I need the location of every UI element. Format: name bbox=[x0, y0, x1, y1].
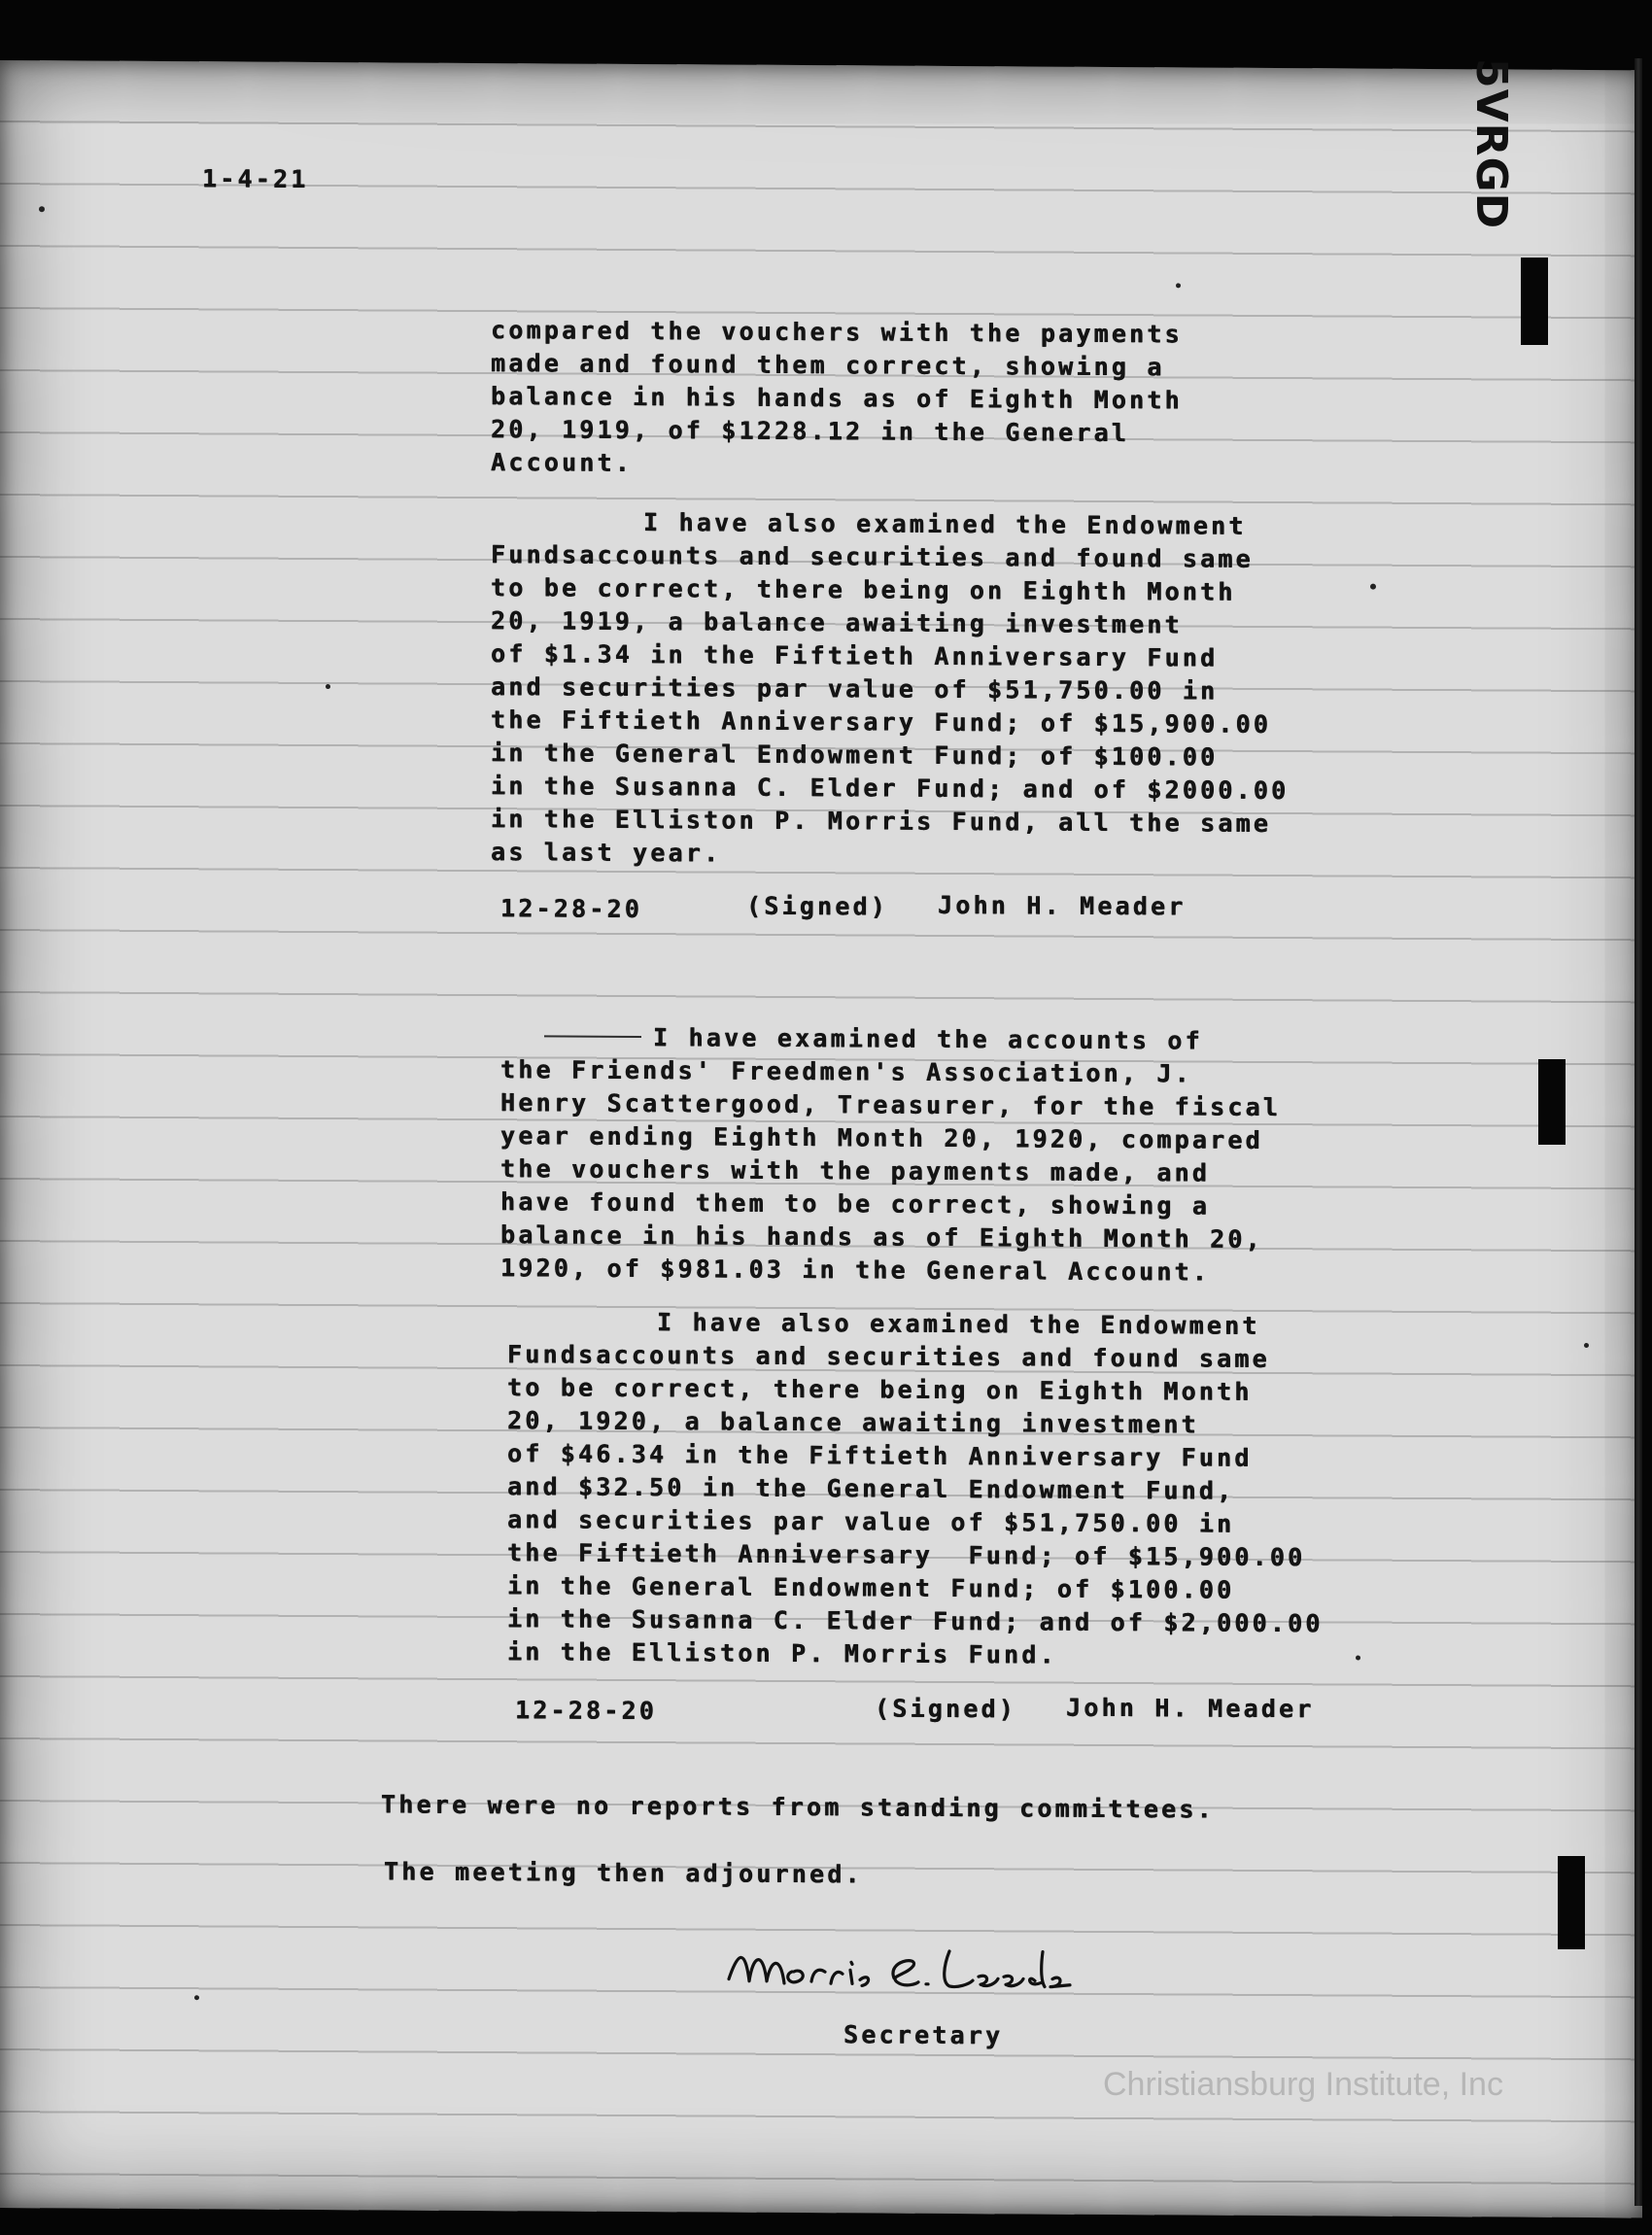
report2-para1-line-5: the vouchers with the payments made, and bbox=[500, 1154, 1211, 1187]
report1-line-1: compared the vouchers with the payments bbox=[491, 316, 1183, 349]
report2-para2-line-8: the Fiftieth Anniversary Fund; of $15,900.00 bbox=[507, 1538, 1306, 1572]
report2-para1-line-2: the Friends' Freedmen's Association, J. bbox=[500, 1055, 1192, 1088]
report1-signed-label: (Signed) bbox=[746, 891, 889, 921]
report2-para2-line-3: to be correct, there being on Eighth Month bbox=[507, 1373, 1253, 1406]
secretary-label: Secretary bbox=[843, 2020, 1004, 2050]
report2-para1-line-7: balance in his hands as of Eighth Month 20, bbox=[500, 1221, 1263, 1254]
report1-line-3: balance in his hands as of Eighth Month bbox=[491, 382, 1183, 415]
report1-line-2: made and found them correct, showing a bbox=[491, 349, 1165, 382]
closing-line-1: There were no reports from standing committees. bbox=[381, 1790, 1215, 1824]
underline-mark bbox=[544, 1035, 641, 1038]
report1-para2-line-2: Fundsaccounts and securities and found same bbox=[491, 540, 1254, 573]
report2-para1-line-3: Henry Scattergood, Treasurer, for the fiscal bbox=[500, 1088, 1282, 1122]
report2-para2-line-5: of $46.34 in the Fiftieth Anniversary Fund bbox=[507, 1439, 1253, 1472]
page-edge bbox=[1635, 58, 1642, 2206]
report2-para1-line-1: I have examined the accounts of bbox=[653, 1023, 1203, 1055]
report2-para2-line-4: 20, 1920, a balance awaiting investment bbox=[507, 1406, 1199, 1439]
report1-para2-line-3: to be correct, there being on Eighth Month bbox=[491, 573, 1236, 606]
watermark: Christiansburg Institute, Inc bbox=[1103, 2066, 1503, 2103]
report2-para2-line-2: Fundsaccounts and securities and found same bbox=[507, 1340, 1270, 1373]
report1-signer: John H. Meader bbox=[938, 890, 1187, 921]
report1-para2-line-7: the Fiftieth Anniversary Fund; of $15,900.00 bbox=[491, 705, 1272, 739]
report1-line-4: 20, 1919, of $1228.12 in the General bbox=[491, 415, 1130, 448]
report2-date: 12-28-20 bbox=[515, 1696, 658, 1726]
report2-signed-label: (Signed) bbox=[875, 1694, 1017, 1724]
report2-para2-line-11: in the Elliston P. Morris Fund. bbox=[507, 1637, 1057, 1669]
report2-signer: John H. Meader bbox=[1066, 1693, 1315, 1724]
report2-para1-line-4: year ending Eighth Month 20, 1920, compared bbox=[500, 1121, 1263, 1154]
report1-para2-line-4: 20, 1919, a balance awaiting investment bbox=[491, 606, 1183, 639]
document-date: 1-4-21 bbox=[202, 164, 309, 193]
report2-para2-line-7: and securities par value of $51,750.00 in bbox=[507, 1505, 1235, 1538]
archive-stamp: 5VRGD bbox=[1466, 58, 1516, 230]
report2-para1-line-6: have found them to be correct, showing a bbox=[500, 1187, 1211, 1221]
report1-para2-line-1: I have also examined the Endowment bbox=[643, 508, 1247, 540]
report1-para2-line-8: in the General Endowment Fund; of $100.00 bbox=[491, 739, 1219, 772]
document-page bbox=[0, 60, 1642, 2218]
margin-marker-2 bbox=[1538, 1059, 1566, 1145]
report1-para2-line-10: in the Elliston P. Morris Fund, all the same bbox=[491, 805, 1272, 838]
secretary-signature bbox=[724, 1921, 1093, 2011]
report2-para2-line-9: in the General Endowment Fund; of $100.00 bbox=[507, 1571, 1235, 1604]
closing-line-2: The meeting then adjourned. bbox=[384, 1857, 863, 1889]
report1-date: 12-28-20 bbox=[500, 894, 643, 924]
report2-para1-line-8: 1920, of $981.03 in the General Account. bbox=[500, 1254, 1211, 1287]
report1-para2-line-6: and securities par value of $51,750.00 in bbox=[491, 672, 1219, 705]
report1-line-5: Account. bbox=[491, 448, 634, 477]
report1-para2-line-5: of $1.34 in the Fiftieth Anniversary Fund bbox=[491, 639, 1219, 672]
report1-para2-line-11: as last year. bbox=[491, 838, 722, 868]
margin-marker-3 bbox=[1558, 1856, 1585, 1949]
report2-para2-line-1: I have also examined the Endowment bbox=[657, 1308, 1260, 1340]
report1-para2-line-9: in the Susanna C. Elder Fund; and of $2000.00 bbox=[491, 772, 1290, 806]
report2-para2-line-6: and $32.50 in the General Endowment Fund, bbox=[507, 1472, 1235, 1505]
report2-para2-line-10: in the Susanna C. Elder Fund; and of $2,000.00 bbox=[507, 1604, 1324, 1638]
margin-marker-1 bbox=[1521, 258, 1548, 345]
